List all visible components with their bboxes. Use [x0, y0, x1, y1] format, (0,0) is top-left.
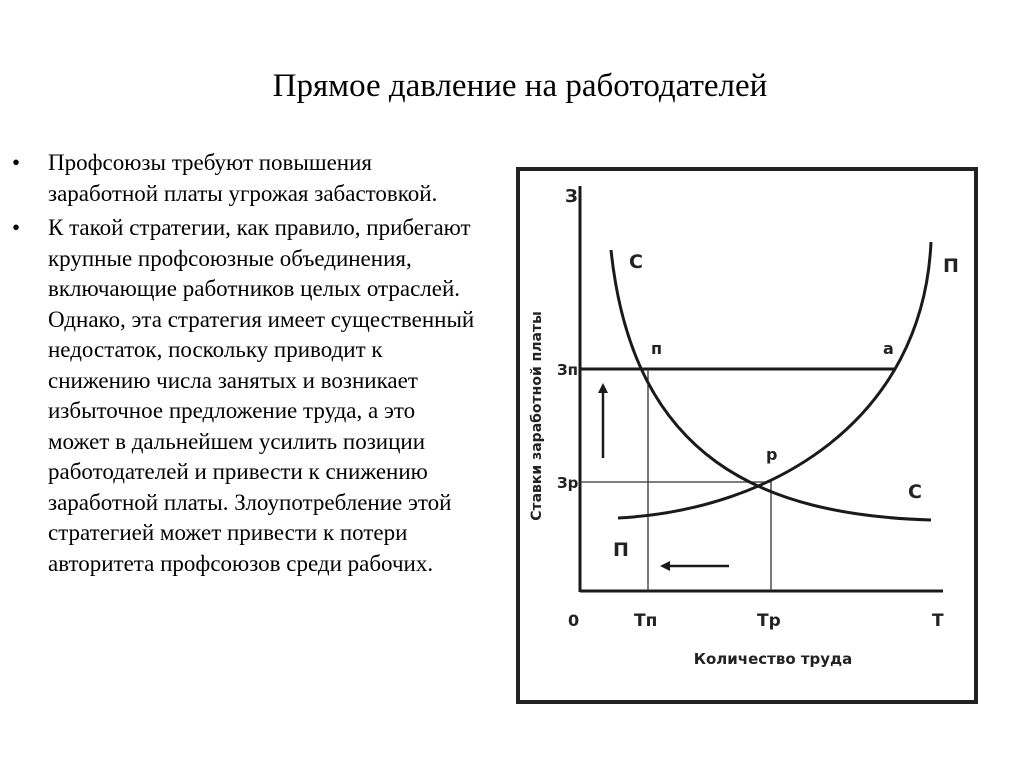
diagram-frame	[518, 169, 976, 702]
point-a-label: а	[883, 339, 894, 358]
supply-label-bottom: П	[613, 539, 629, 561]
bullet-text: К такой стратегии, как правило, прибегают крупные профсоюзные объединения, включающие работников целых отраслей. Однако, эта стратегия имеет существенный недостаток, поскольку приводит к снижению числа занятых и возникает избыточное предложение труда, а это может в дальнейшем усилить позиции работодателей и привести к снижению заработной платы. Злоупотребление этой стратегией может привести к потери авторитета профсоюзов среди рабочих.	[48, 215, 475, 576]
point-n-label: п	[651, 339, 663, 358]
y-axis-title: Ставки заработной платы	[529, 311, 545, 521]
bullet-text: Профсоюзы требуют повышения заработной платы угрожая забастовкой.	[48, 150, 438, 206]
tick-zn: Зп	[557, 361, 579, 379]
tick-tn: Тп	[634, 611, 658, 631]
x-axis-title: Количество труда	[693, 650, 853, 668]
bullet-item	[12, 213, 480, 579]
demand-label-bottom: С	[908, 481, 922, 503]
labor-market-diagram	[513, 160, 983, 708]
tick-zr: Зр	[557, 474, 579, 492]
bullet-list	[12, 148, 480, 583]
slide-title: Прямое давление на работодателей	[272, 68, 768, 104]
tick-tr: Тр	[757, 611, 781, 631]
bullet-glyph: •	[12, 150, 21, 175]
bullet-glyph: •	[12, 215, 21, 240]
bullet-item	[12, 148, 480, 209]
point-p-label: р	[766, 445, 778, 464]
diagram-svg	[513, 160, 983, 708]
demand-label-top: С	[629, 251, 643, 273]
x-axis-symbol: Т	[932, 611, 944, 631]
y-axis-symbol: З	[565, 186, 578, 207]
supply-curve	[618, 242, 931, 518]
origin-label: 0	[568, 611, 580, 630]
supply-label-top: П	[943, 255, 959, 277]
